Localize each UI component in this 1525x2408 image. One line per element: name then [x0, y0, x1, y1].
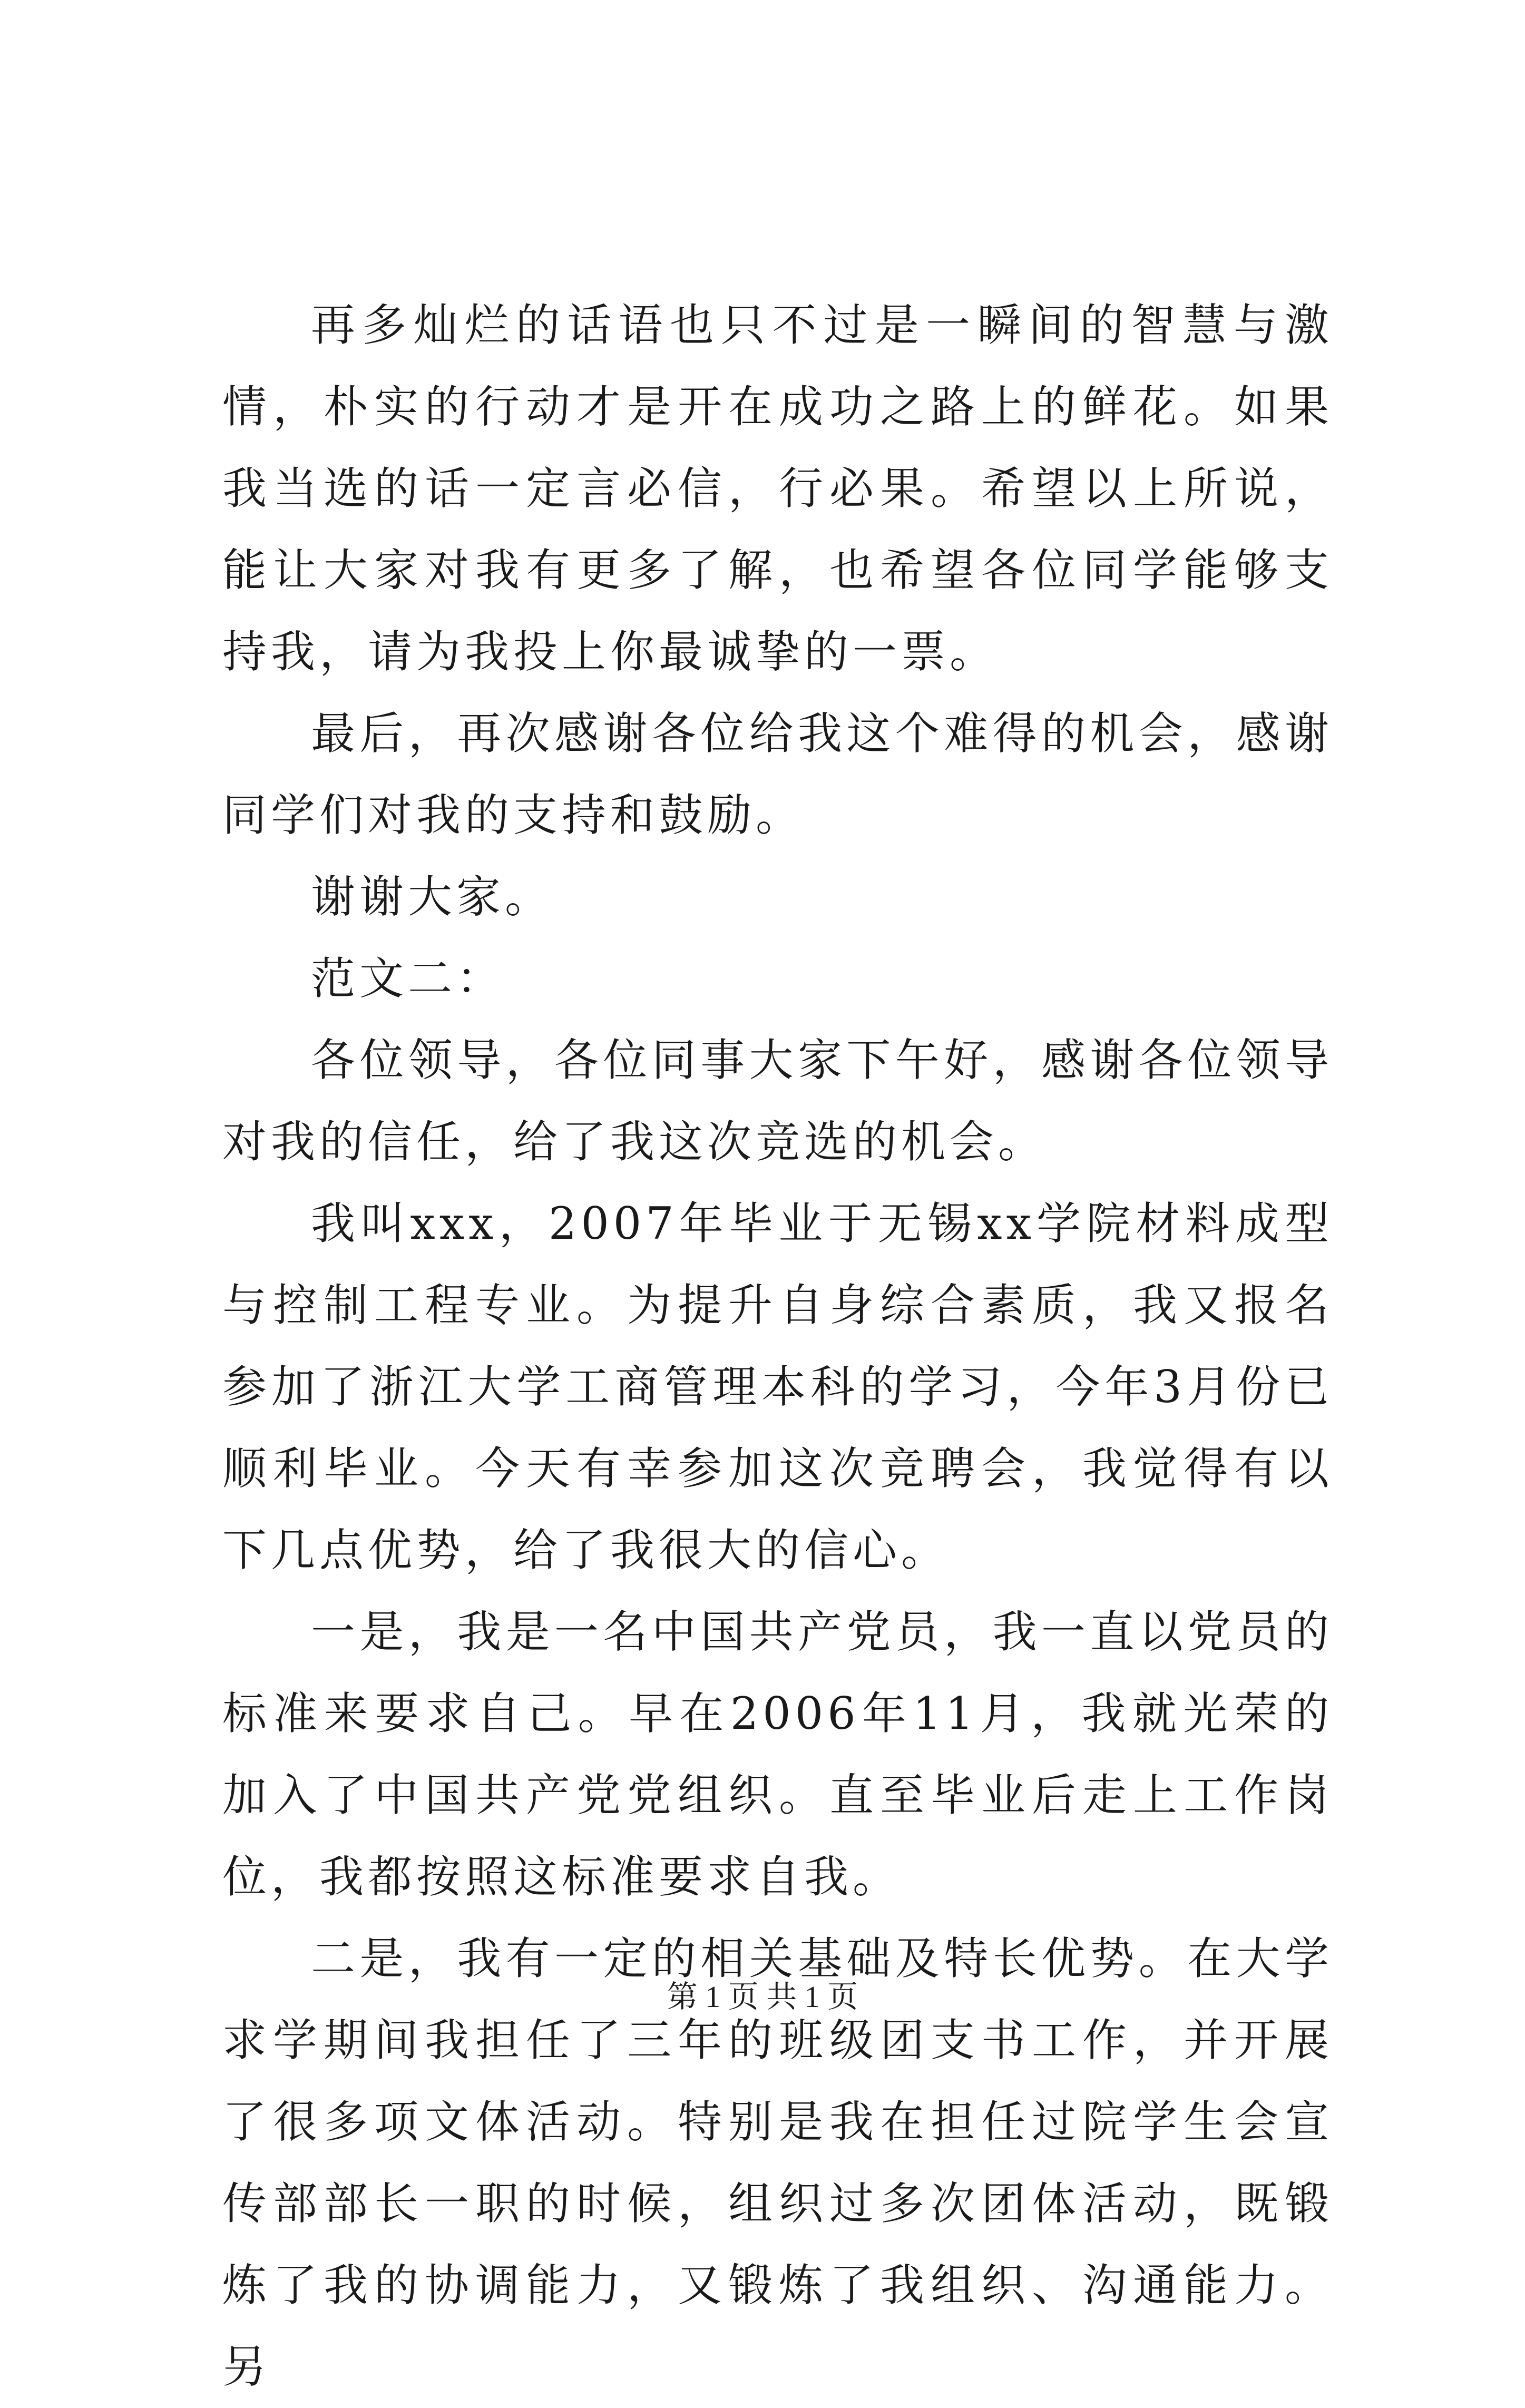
paragraph-point-two: 二是，我有一定的相关基础及特长优势。在大学求学期间我担任了三年的班级团支书工作，并开展了很多项文体活动。特别是我在担任过院学生会宣传部部长一职的时候，组织过多次团体活动，既锻炼了我的协调能力，又锻炼了我组织、沟通能力。另	[222, 1933, 1333, 2393]
paragraph-greeting: 各位领导，各位同事大家下午好，感谢各位领导对我的信任，给了我这次竞选的机会。	[222, 1034, 1333, 1168]
paragraph-closing-statement: 再多灿烂的话语也只不过是一瞬间的智慧与激情，朴实的行动才是开在成功之路上的鲜花。如果我当选的话一定言必信，行必果。希望以上所说，能让大家对我有更多了解，也希望各位同学能够支持我，请为我投上你最诚挚的一票。	[222, 299, 1333, 678]
paragraph-thanks-for-opportunity: 最后，再次感谢各位给我这个难得的机会，感谢同学们对我的支持和鼓励。	[222, 708, 1333, 841]
paragraph-self-introduction: 我叫xxx，2007年毕业于无锡xx学院材料成型与控制工程专业。为提升自身综合素质，我又报名参加了浙江大学工商管理本科的学习，今年3月份已顺利毕业。今天有幸参加这次竞聘会，我觉得有以下几点优势，给了我很大的信心。	[222, 1198, 1333, 1576]
paragraph-point-one: 一是，我是一名中国共产党员，我一直以党员的标准来要求自己。早在2006年11月，我就光荣的加入了中国共产党党组织。直至毕业后走上工作岗位，我都按照这标准要求自我。	[222, 1606, 1333, 1903]
section-heading-sample-two: 范文二：	[311, 953, 505, 1004]
document-body	[222, 285, 1333, 2408]
page-footer: 第 1 页 共 1 页	[667, 1980, 858, 2014]
paragraph-thank-you: 谢谢大家。	[311, 871, 554, 923]
